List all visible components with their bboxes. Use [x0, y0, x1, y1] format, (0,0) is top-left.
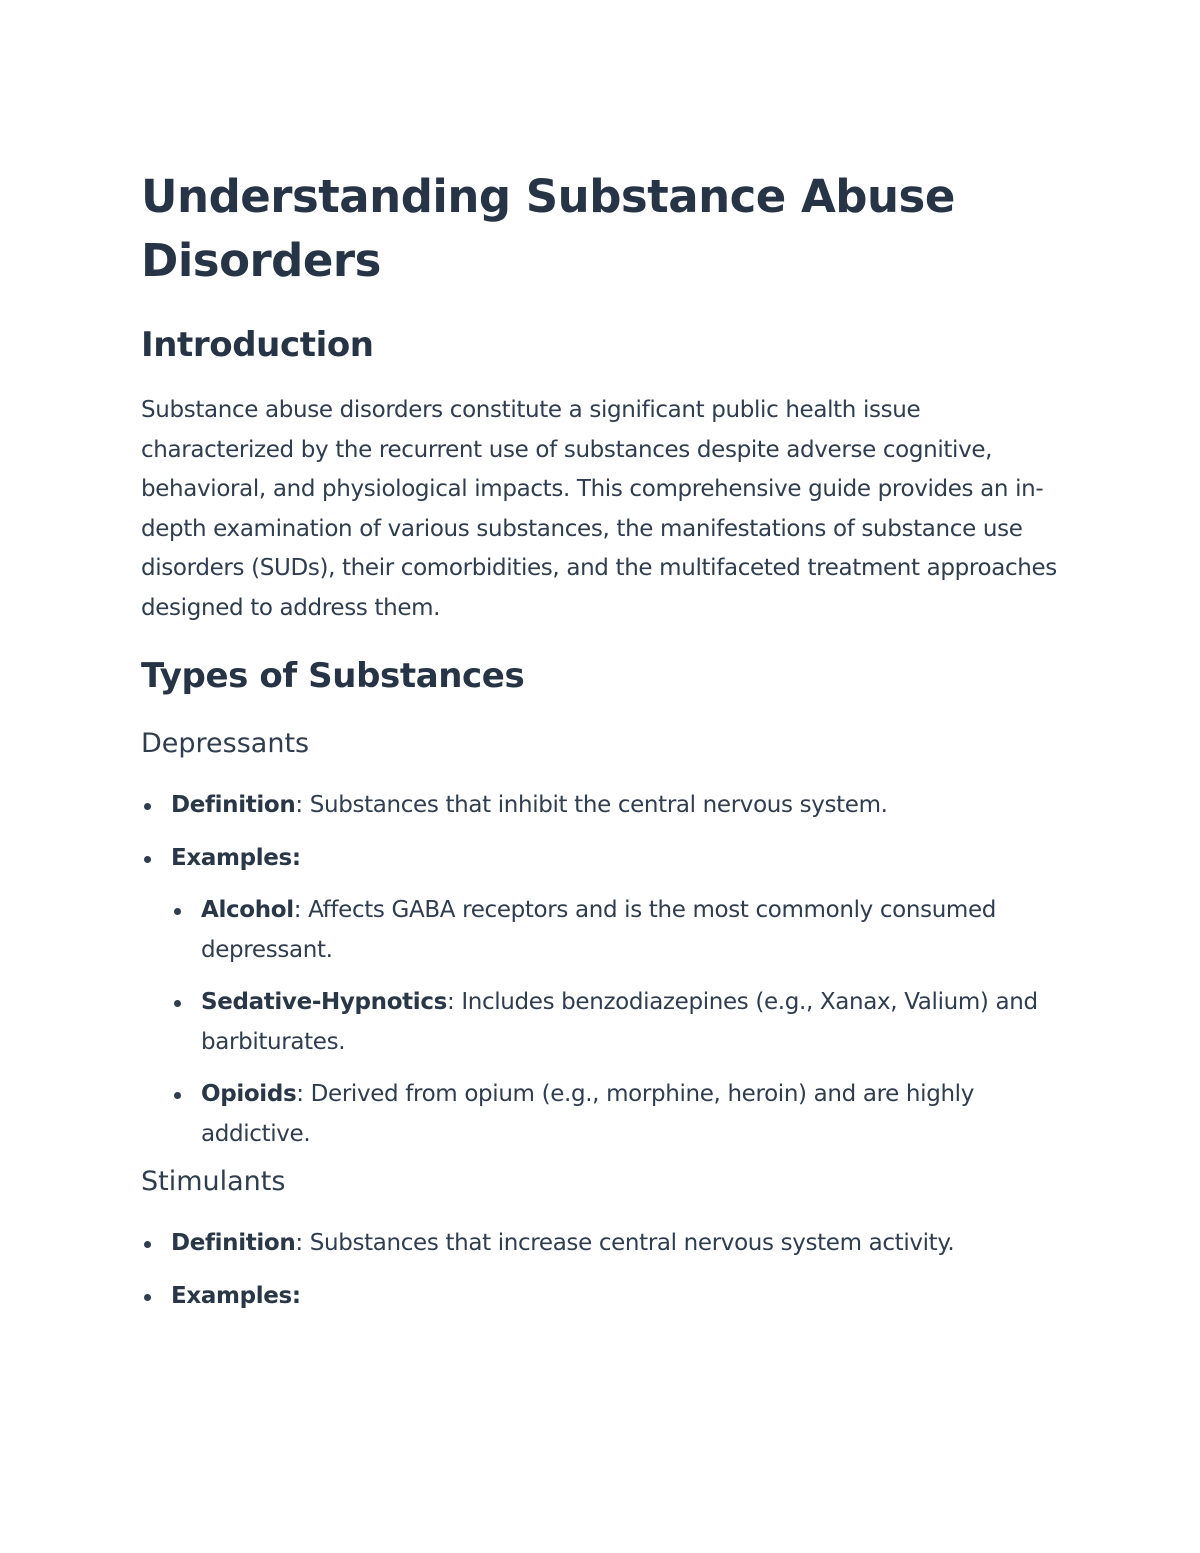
list-item-definition: [141, 786, 1071, 826]
depressants-list: [141, 786, 1071, 878]
list-item-sedative-hypnotics: [171, 983, 1071, 1062]
list-item-examples: [141, 1277, 1071, 1317]
bullet-icon: [174, 1000, 181, 1007]
example-label: Opioids: [201, 1081, 297, 1107]
examples-label: Examples: [171, 1282, 292, 1309]
section-heading-types-of-substances: Types of Substances: [141, 656, 525, 696]
definition-label: Definition: [171, 792, 296, 818]
document-page: [141, 165, 1071, 1329]
definition-label: Definition: [171, 1230, 296, 1256]
examples-label: Examples: [171, 844, 292, 871]
bullet-icon: [174, 908, 181, 915]
stimulants-list: [141, 1224, 1071, 1316]
list-item-definition: [141, 1224, 1071, 1264]
example-text: : Includes benzodiazepines (e.g., Xanax, Valium) and barbiturates.: [201, 989, 1038, 1055]
example-text: : Derived from opium (e.g., morphine, heroin) and are highly addictive.: [201, 1081, 974, 1147]
example-text: : Affects GABA receptors and is the most commonly consumed depressant.: [201, 897, 997, 963]
examples-colon: :: [291, 844, 301, 871]
bullet-icon: [144, 1294, 151, 1301]
definition-text: : Substances that inhibit the central nervous system.: [295, 792, 888, 818]
example-label: Alcohol: [201, 897, 294, 923]
definition-text: : Substances that increase central nervous system activity.: [295, 1230, 955, 1256]
list-item-alcohol: [171, 891, 1071, 970]
bullet-icon: [174, 1092, 181, 1099]
bullet-icon: [144, 1241, 151, 1248]
examples-colon: :: [291, 1282, 301, 1309]
list-item-examples: [141, 839, 1071, 879]
example-label: Sedative-Hypnotics: [201, 989, 447, 1015]
bullet-icon: [144, 803, 151, 810]
subheading-depressants: Depressants: [141, 728, 310, 759]
page-title: Understanding Substance Abuse Disorders: [141, 170, 955, 287]
bullet-icon: [144, 856, 151, 863]
depressants-examples-list: [171, 891, 1071, 1154]
subheading-stimulants: Stimulants: [141, 1166, 286, 1197]
section-heading-introduction: Introduction: [141, 325, 374, 365]
introduction-paragraph: Substance abuse disorders constitute a significant public health issue characterized by the recurrent use of substances despite adverse cognitive, behavioral, and physiological impacts. This comprehensive guide provides an in-depth examination of various substances, the manifestations of substance use disorders (SUDs), their comorbidities, and the multifaceted treatment approaches designed to address them.: [141, 397, 1057, 621]
list-item-opioids: [171, 1075, 1071, 1154]
